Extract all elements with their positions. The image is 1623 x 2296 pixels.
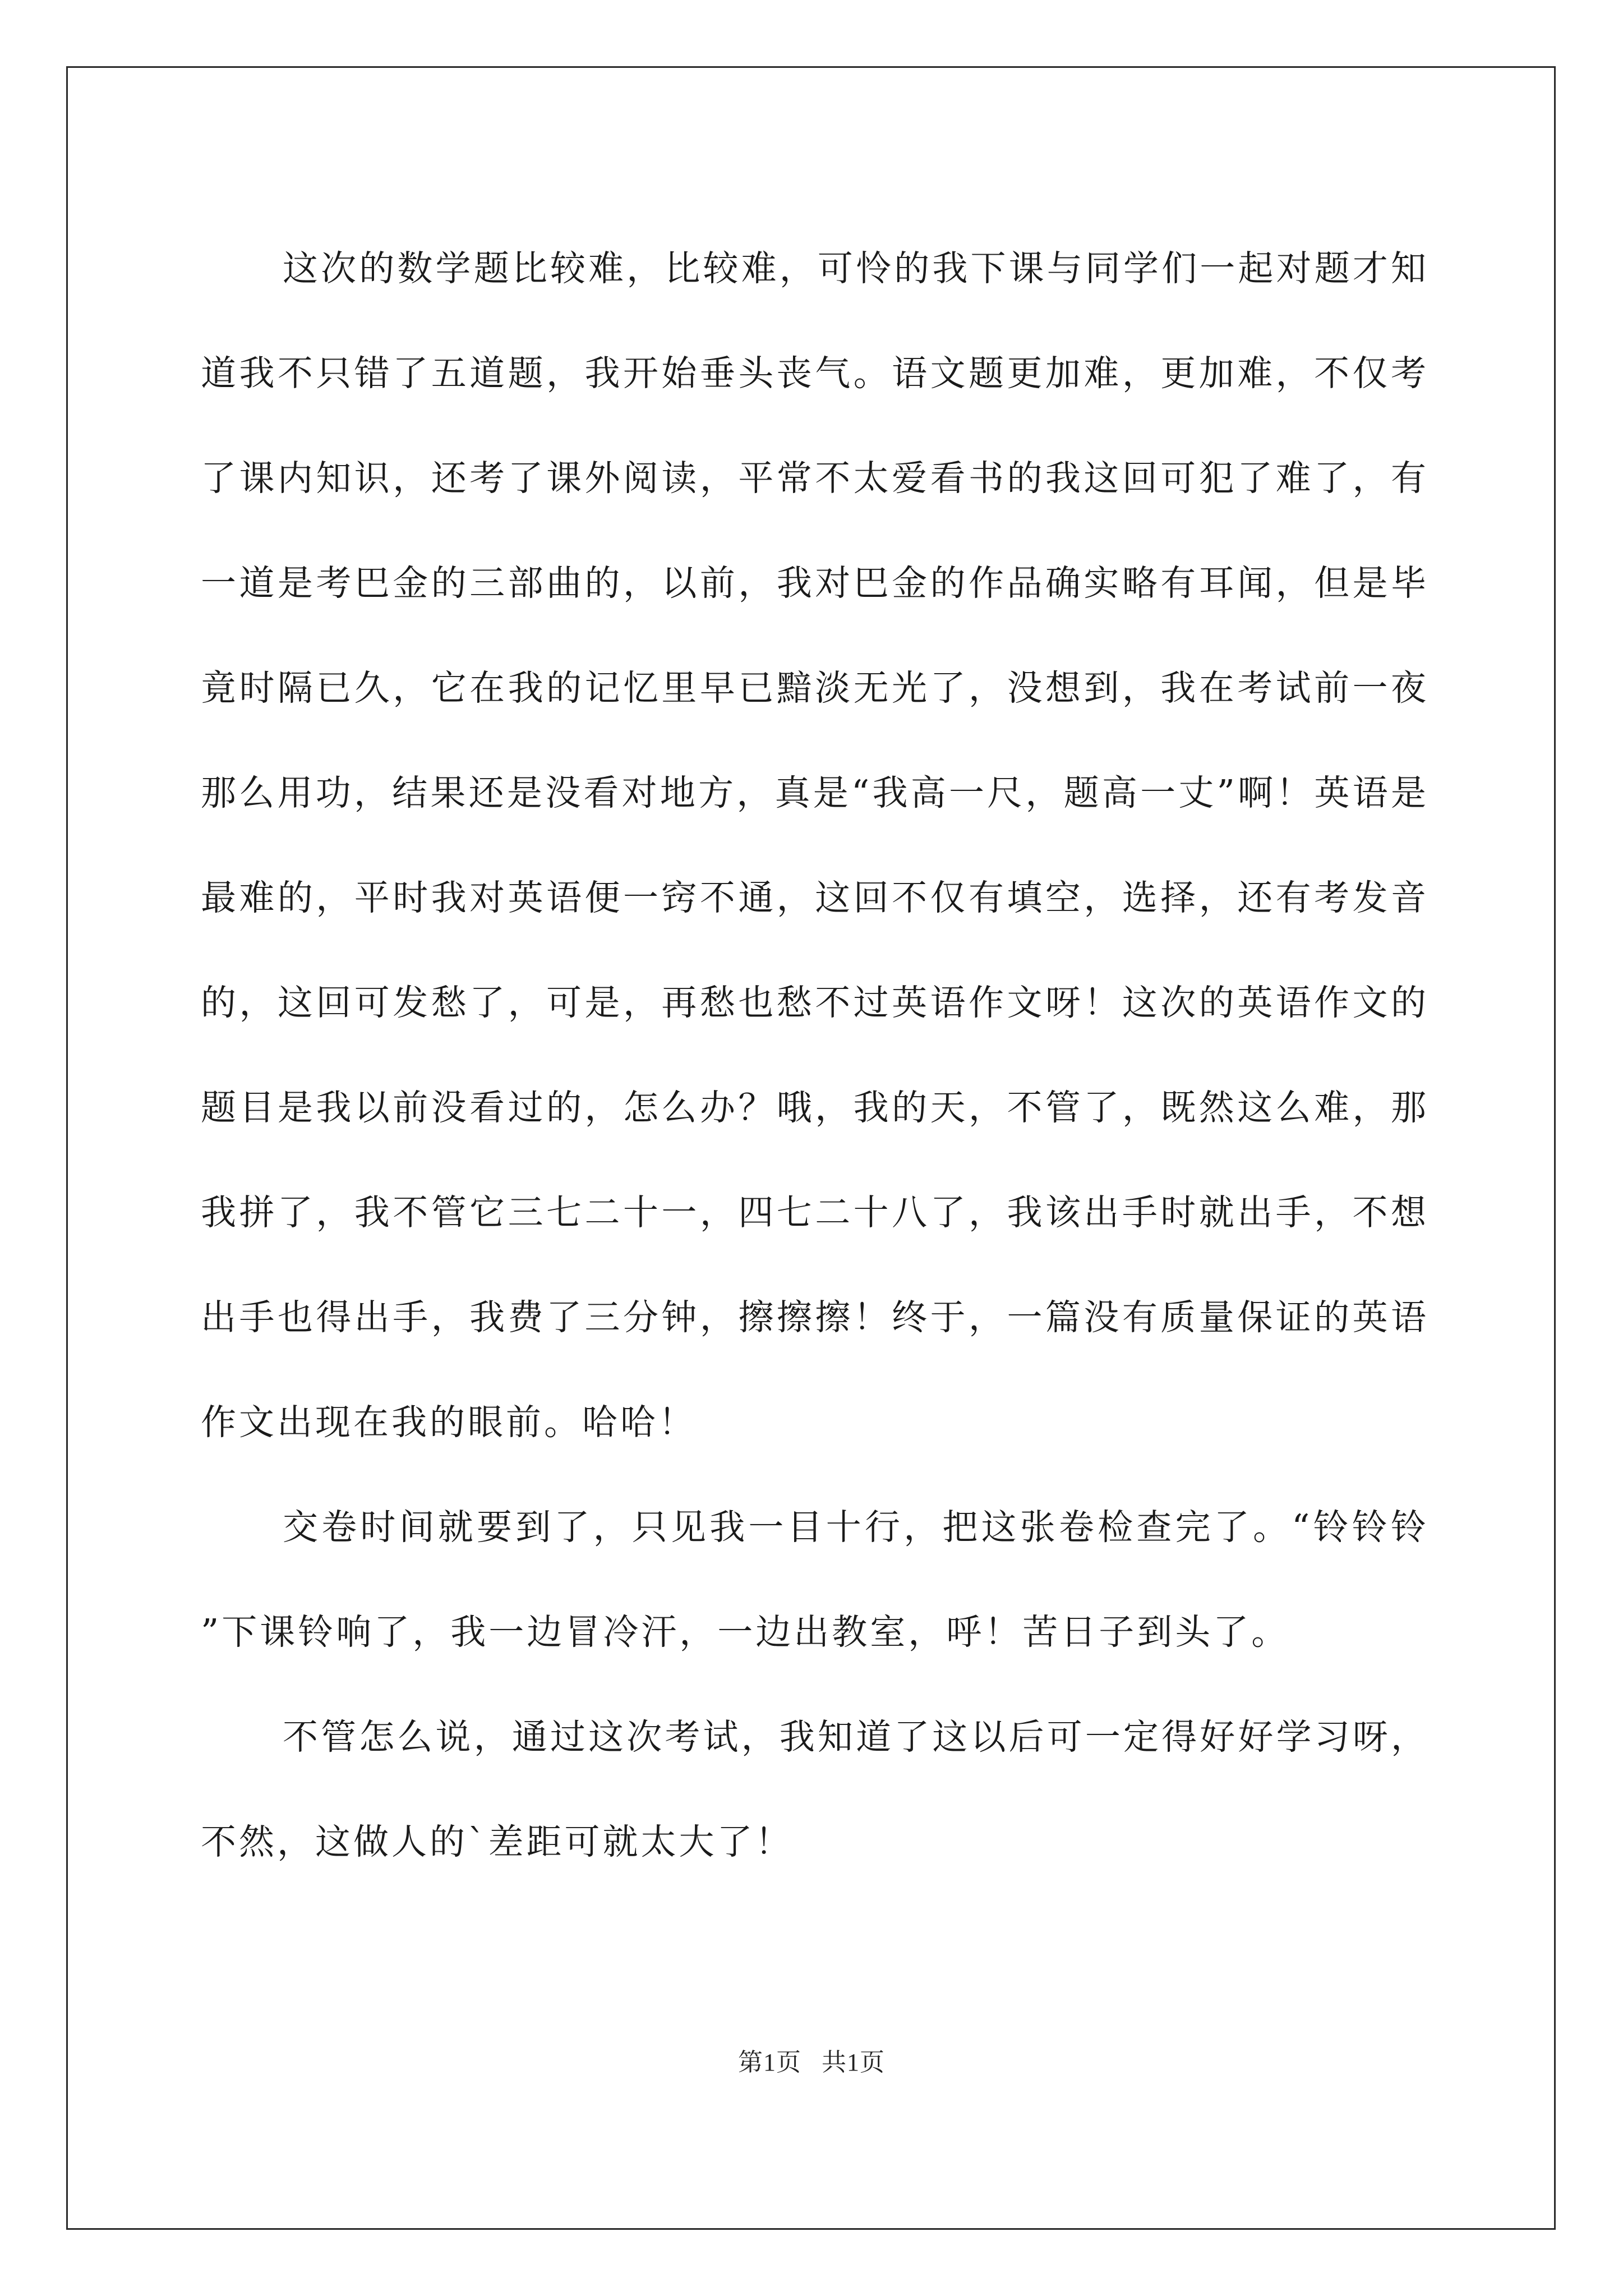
page-number: 第1页: [738, 2049, 801, 2076]
paragraph-exam-difficulty: 这次的数学题比较难，比较难，可怜的我下课与同学们一起对题才知道我不只错了五道题，我开始垂头丧气。语文题更加难，更加难，不仅考了课内知识，还考了课外阅读，平常不太爱看书的我这回可犯了难了，有一道是考巴金的三部曲的，以前，我对巴金的作品确实略有耳闻，但是毕竟时隔已久，它在我的记忆里早已黯淡无光了，没想到，我在考试前一夜那么用功，结果还是没看对地方，真是“我高一尺，题高一丈”啊！英语是最难的，平时我对英语便一窍不通，这回不仅有填空，选择，还有考发音的，这回可发愁了，可是，再愁也愁不过英语作文呀！这次的英语作文的题目是我以前没看过的，怎么办？哦，我的天，不管了，既然这么难，那我拼了，我不管它三七二十一，四七二十八了，我该出手时就出手，不想出手也得出手，我费了三分钟，擦擦擦！终于，一篇没有质量保证的英语作文出现在我的眼前。哈哈！: [201, 248, 1429, 1443]
paragraph-hand-in: 交卷时间就要到了，只见我一目十行，把这张卷检查完了。“铃铃铃”下课铃响了，我一边冒冷汗，一边出教室，呼！苦日子到头了。: [201, 1507, 1429, 1653]
footer-spacer: [801, 2049, 822, 2076]
document-body: [201, 216, 1429, 1894]
page-footer: [0, 2042, 1623, 2078]
page-total: 共1页: [822, 2049, 885, 2076]
paragraph-conclusion: 不管怎么说，通过这次考试，我知道了这以后可一定得好好学习呀，不然，这做人的`差距可就太大了！: [201, 1717, 1429, 1862]
